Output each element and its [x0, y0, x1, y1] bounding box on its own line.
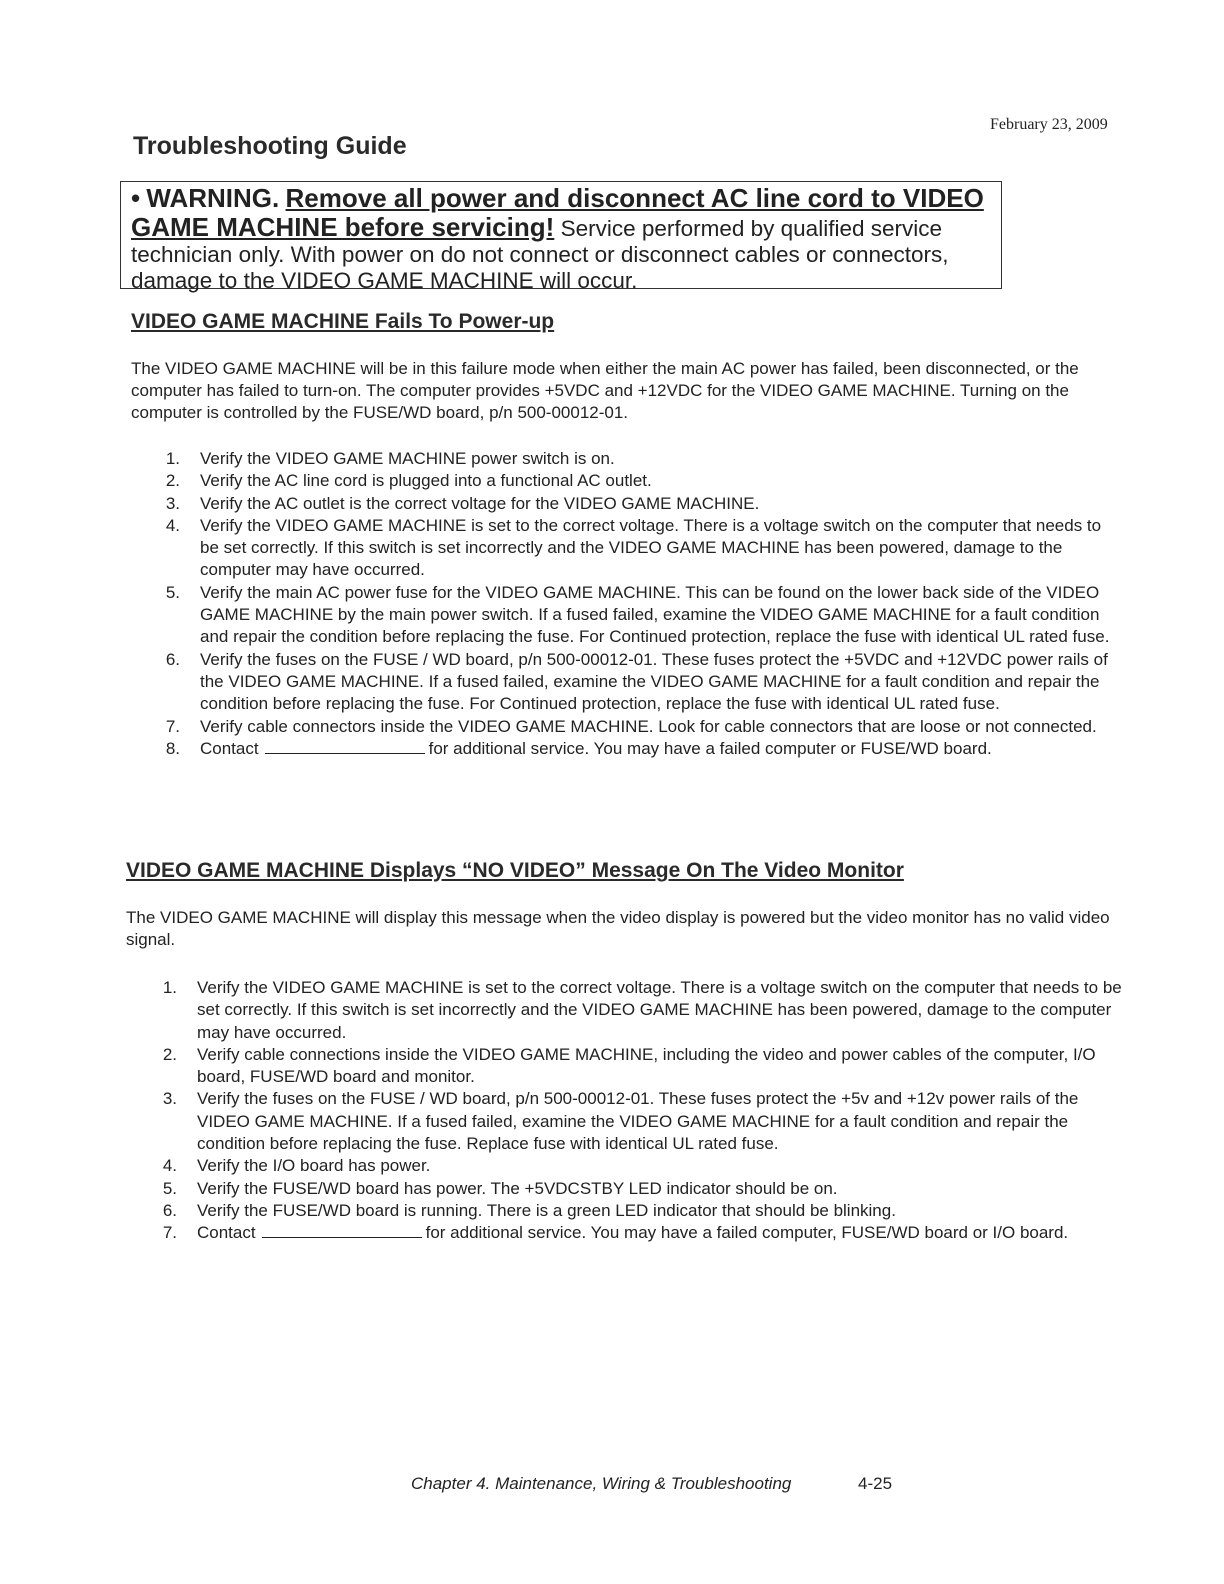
list-item: 5. Verify the FUSE/WD board has power. The +5VDCSTBY LED indicator should be on.	[162, 1178, 838, 1198]
section-intro-no-video: The VIDEO GAME MACHINE will display this message when the video display is powered but the video monitor has no valid video signal.	[126, 908, 1110, 949]
section-intro-power-up: The VIDEO GAME MACHINE will be in this failure mode when either the main AC power has failed, been disconnected, or the computer has failed to turn-on. The computer provides +5VDC and +12VDC for the VIDEO GAME MACHINE. Turning on the computer is controlled by the FUSE/WD board, p/n 500-00012-01.	[131, 359, 1079, 422]
section-heading-power-up: VIDEO GAME MACHINE Fails To Power-up	[131, 310, 555, 333]
list-item: 5. Verify the main AC power fuse for the VIDEO GAME MACHINE. This can be found on the lower back side of the VIDEO GAME MACHINE by the main power switch. If a fused failed, examine the VIDEO GAME MACHINE for a fault condition and repair the condition before replacing the fuse. For Continued protection, replace the fuse with identical UL rated fuse.	[165, 582, 1110, 647]
warning-emphasis: Remove all power and disconnect AC line cord to VIDEO GAME MACHINE before servicing!	[131, 183, 984, 242]
list-item: 2. Verify cable connections inside the VIDEO GAME MACHINE, including the video and power cables of the computer, I/O board, FUSE/WD board and monitor.	[162, 1044, 1096, 1087]
contact-blank-line	[262, 1223, 422, 1238]
section-heading-no-video: VIDEO GAME MACHINE Displays “NO VIDEO” Message On The Video Monitor	[126, 859, 904, 882]
page-title: Troubleshooting Guide	[133, 132, 407, 160]
page-number: 4-25	[858, 1474, 893, 1493]
list-item: 2. Verify the AC line cord is plugged into a functional AC outlet.	[165, 471, 652, 491]
list-item: 3. Verify the fuses on the FUSE / WD board, p/n 500-00012-01. These fuses protect the +5v and +12v power rails of the VIDEO GAME MACHINE. If a fused failed, examine the VIDEO GAME MACHINE for a fault condition and repair the condition before replacing the fuse. Replace fuse with identical UL rated fuse.	[162, 1089, 1079, 1154]
list-item: 7. Verify cable connectors inside the VIDEO GAME MACHINE. Look for cable connectors that are loose or not connected.	[165, 716, 1097, 736]
warning-text: Service performed by qualified service technician only. With power on do not connect or disconnect cables or connectors, damage to the VIDEO GAME MACHINE will occur.	[131, 216, 949, 293]
warning-box	[120, 181, 1002, 293]
list-item: 1. Verify the VIDEO GAME MACHINE is set to the correct voltage. There is a voltage switch on the computer that needs to be set correctly. If this switch is set incorrectly and the VIDEO GAME MACHINE has been powered, damage to the computer may have occurred.	[162, 978, 1122, 1042]
list-item-contact: 8. Contact for additional service. You may have a failed computer or FUSE/WD board.	[165, 738, 992, 758]
list-item: 6. Verify the fuses on the FUSE / WD board, p/n 500-00012-01. These fuses protect the +5VDC and +12VDC power rails of the VIDEO GAME MACHINE. If a fused failed, examine the VIDEO GAME MACHINE for a fault condition and repair the condition before replacing the fuse. For Continued protection, replace the fuse with identical UL rated fuse.	[165, 649, 1108, 714]
list-item: 1. Verify the VIDEO GAME MACHINE power switch is on.	[165, 449, 615, 468]
list-item: 4. Verify the I/O board has power.	[162, 1156, 431, 1176]
list-item: 4. Verify the VIDEO GAME MACHINE is set to the correct voltage. There is a voltage switch on the computer that needs to be set correctly. If this switch is set incorrectly and the VIDEO GAME MACHINE has been powered, damage to the computer may have occurred.	[165, 515, 1102, 580]
steps-list-power-up	[160, 448, 1120, 760]
steps-list-no-video	[157, 977, 1122, 1245]
list-item-contact: 7. Contact for additional service. You may have a failed computer, FUSE/WD board or I/O board.	[162, 1223, 1069, 1243]
warning-label: WARNING.	[146, 183, 280, 213]
warning-bullet: •	[131, 183, 141, 213]
list-item: 3. Verify the AC outlet is the correct voltage for the VIDEO GAME MACHINE.	[165, 493, 760, 513]
document-date: February 23, 2009	[990, 116, 1108, 133]
list-item: 6. Verify the FUSE/WD board is running. There is a green LED indicator that should be blinking.	[162, 1200, 896, 1220]
contact-blank-line	[265, 739, 425, 754]
footer-chapter: Chapter 4. Maintenance, Wiring & Troubleshooting	[411, 1474, 792, 1493]
